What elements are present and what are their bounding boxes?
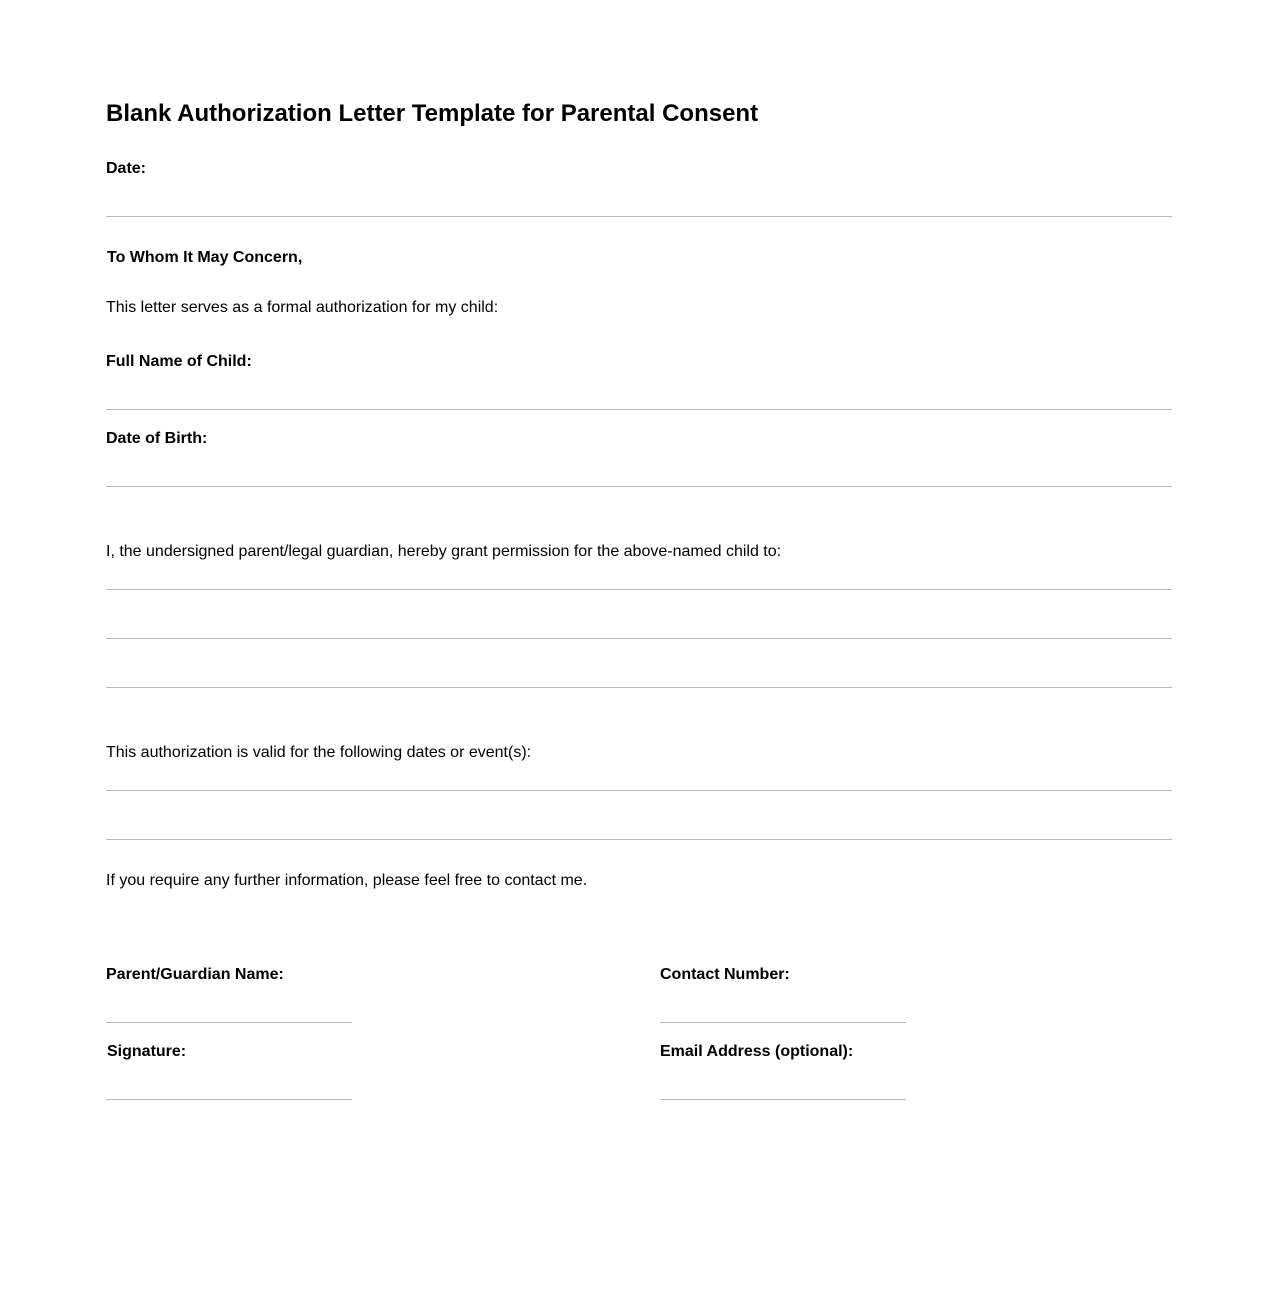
date-label: Date: [106, 160, 147, 177]
date-of-birth-line[interactable] [106, 486, 1172, 487]
contact-number-line[interactable] [660, 1022, 906, 1023]
permission-line[interactable] [106, 687, 1172, 688]
validity-text: This authorization is valid for the following dates or event(s): [106, 744, 532, 761]
letter-page [106, 0, 1172, 1300]
contact-number-label: Contact Number: [660, 966, 790, 983]
child-name-label: Full Name of Child: [106, 353, 252, 370]
child-name-line[interactable] [106, 409, 1172, 410]
signature-label: Signature: [107, 1043, 187, 1060]
permission-text: I, the undersigned parent/legal guardian, hereby grant permission for the above-named child to: [106, 543, 782, 560]
email-line[interactable] [660, 1099, 906, 1100]
date-line[interactable] [106, 216, 1172, 217]
guardian-name-line[interactable] [106, 1022, 352, 1023]
email-label: Email Address (optional): [660, 1043, 854, 1060]
guardian-name-label: Parent/Guardian Name: [106, 966, 284, 983]
signature-line[interactable] [106, 1099, 352, 1100]
page-title: Blank Authorization Letter Template for Parental Consent [106, 100, 759, 127]
date-of-birth-label: Date of Birth: [106, 430, 208, 447]
intro-text: This letter serves as a formal authorization for my child: [106, 299, 499, 316]
permission-line[interactable] [106, 589, 1172, 590]
validity-line[interactable] [106, 790, 1172, 791]
permission-line[interactable] [106, 638, 1172, 639]
contact-text: If you require any further information, please feel free to contact me. [106, 872, 588, 889]
salutation: To Whom It May Concern, [107, 249, 303, 266]
validity-line[interactable] [106, 839, 1172, 840]
